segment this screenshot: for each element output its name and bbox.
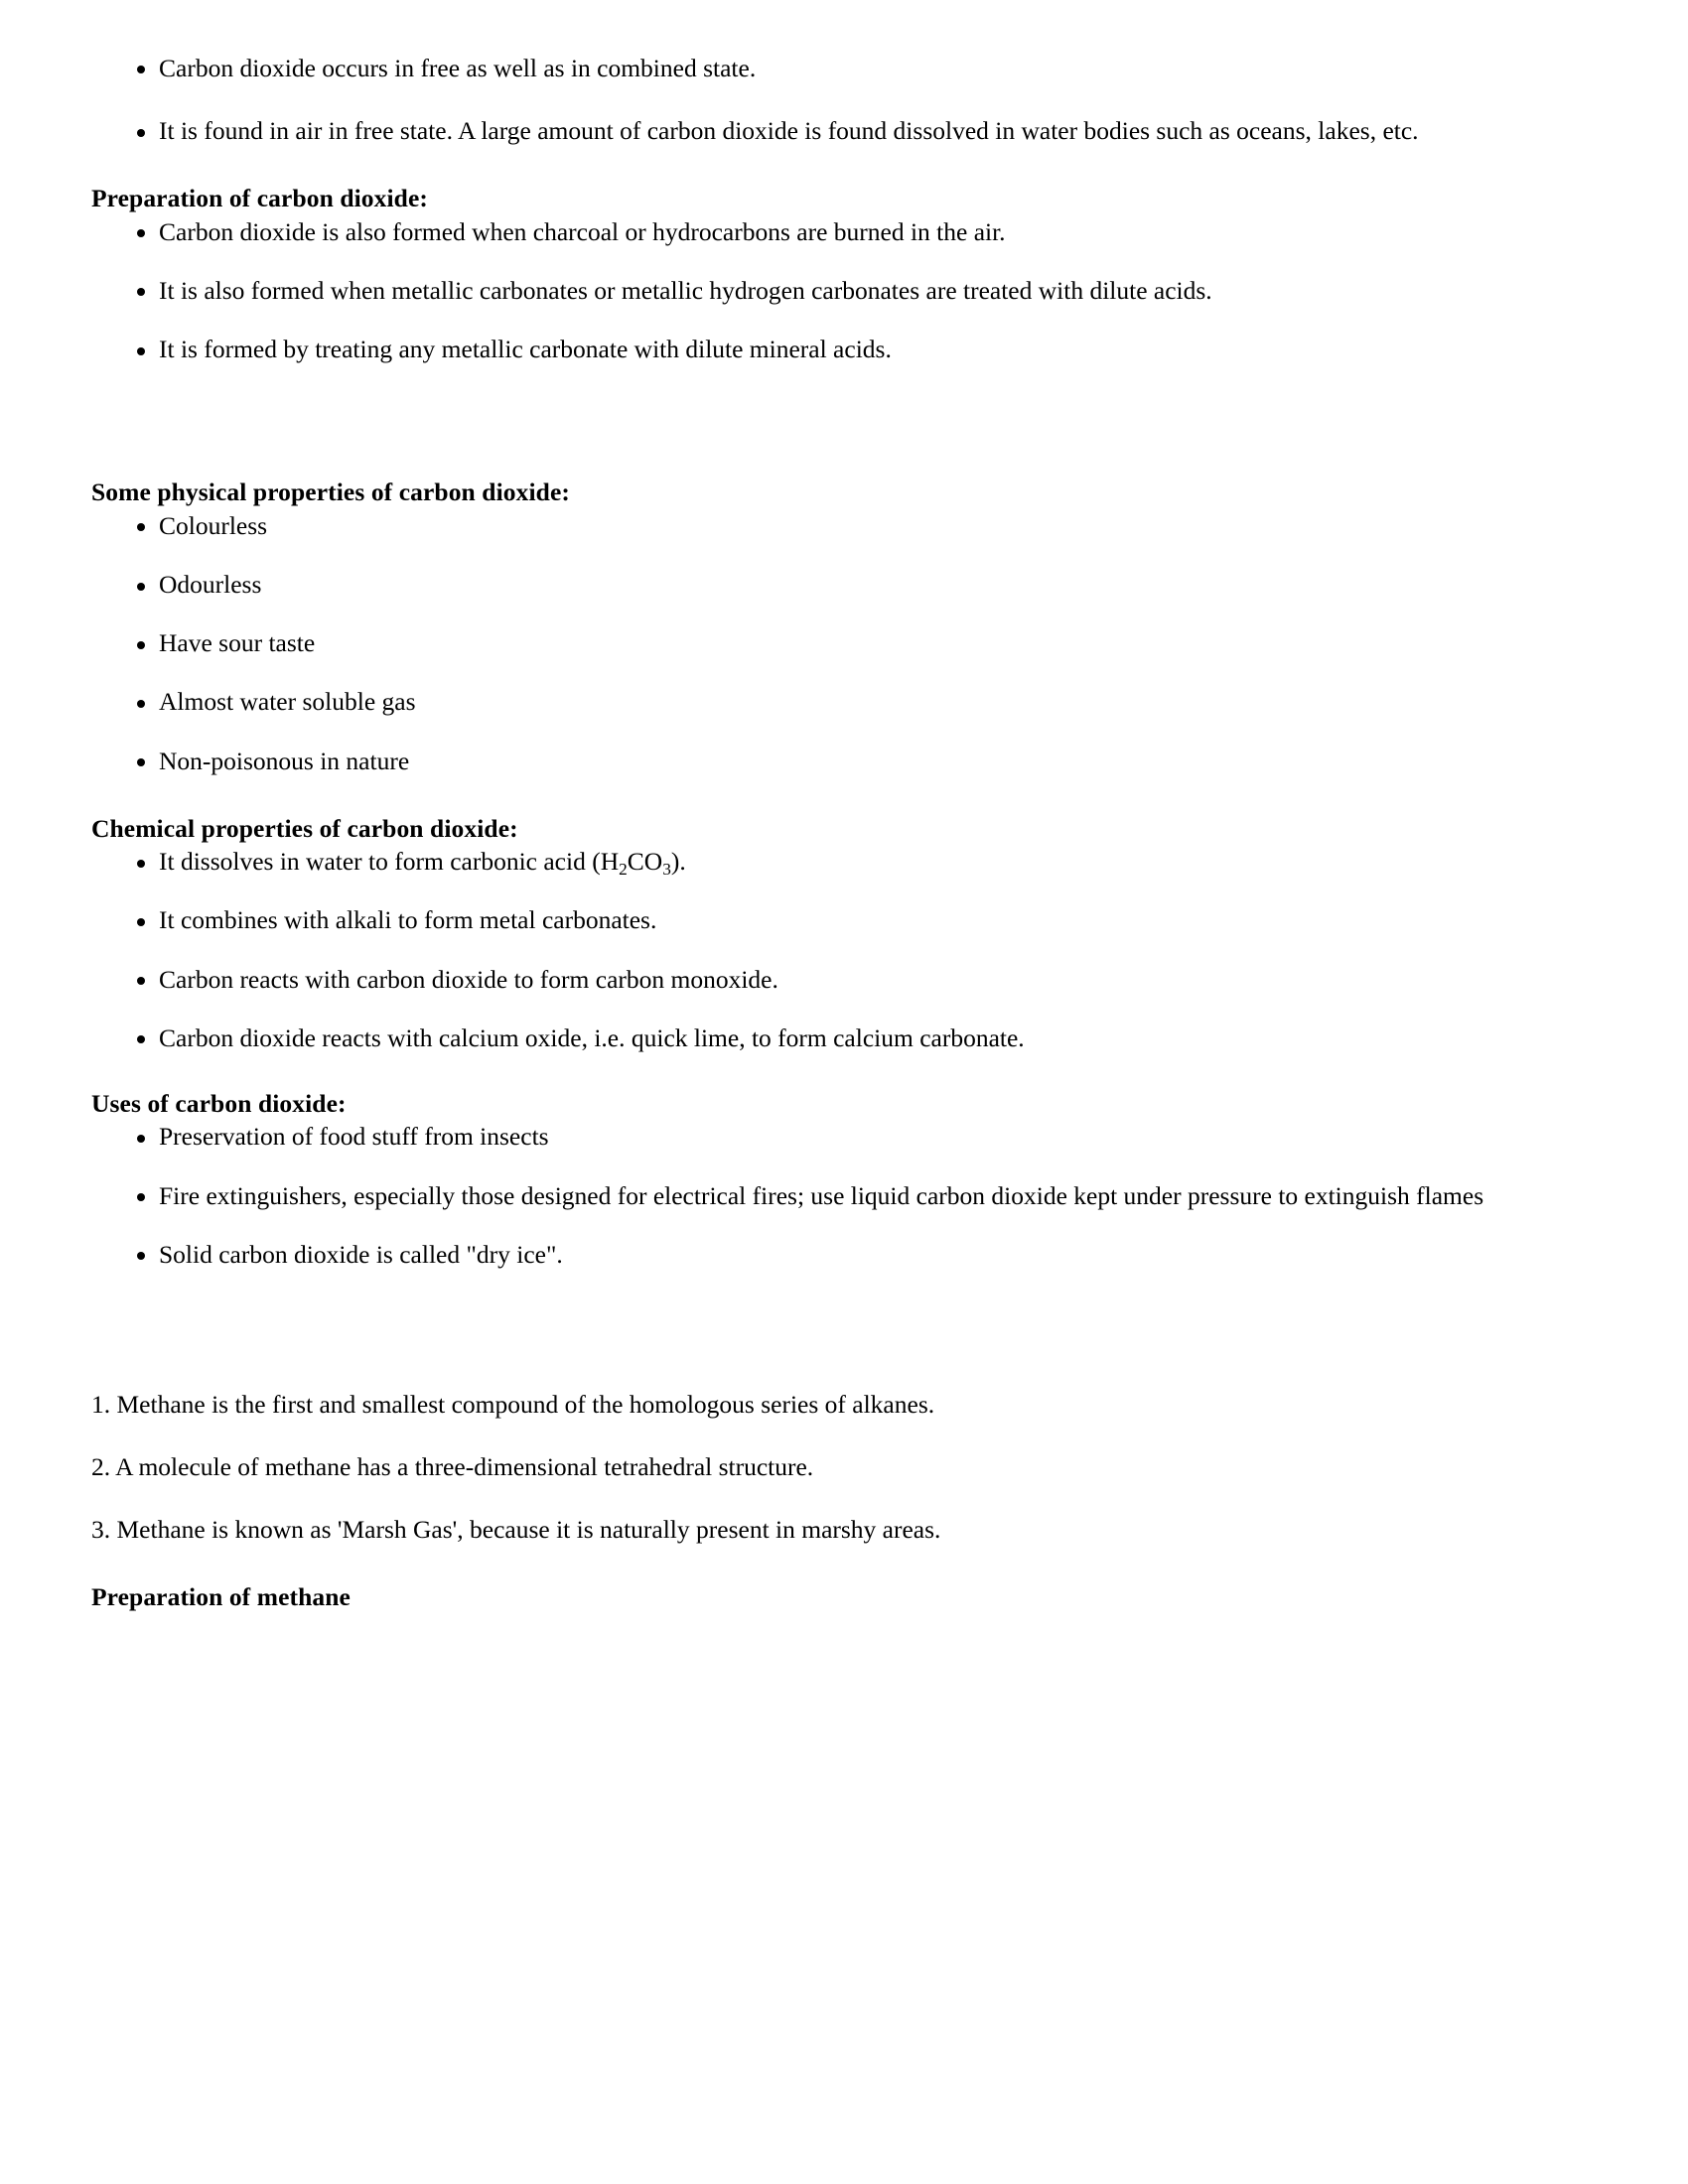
list-item-text: Preservation of food stuff from insects xyxy=(159,1122,549,1152)
document-body xyxy=(91,52,1601,1614)
bullet-dot-icon xyxy=(137,641,145,649)
list-item xyxy=(91,215,1601,248)
list-item xyxy=(91,568,1601,601)
bullet-dot-icon xyxy=(137,1135,145,1143)
section-heading-physical-properties: Some physical properties of carbon dioxide: xyxy=(91,478,570,507)
bullet-list-physical-properties xyxy=(91,509,1601,777)
list-item-text: Solid carbon dioxide is called "dry ice". xyxy=(159,1239,563,1269)
list-item-text: It is formed by treating any metallic carbonate with dilute mineral acids. xyxy=(159,335,892,364)
numbered-item-1: 1. Methane is the first and smallest compound of the homologous series of alkanes. xyxy=(91,1389,935,1419)
bullet-dot-icon xyxy=(137,1193,145,1201)
list-item-text: Almost water soluble gas xyxy=(159,687,416,717)
bullet-dot-icon xyxy=(137,229,145,237)
list-item-text: Carbon dioxide is also formed when charcoal or hydrocarbons are burned in the air. xyxy=(159,216,1006,246)
formula-suffix: ). xyxy=(670,847,686,877)
bullet-dot-icon xyxy=(137,523,145,531)
list-item-text: Non-poisonous in nature xyxy=(159,746,410,775)
methane-numbered-block xyxy=(91,1388,1601,1546)
numbered-item-3: 3. Methane is known as 'Marsh Gas', because it is naturally present in marshy areas. xyxy=(91,1515,941,1545)
list-item xyxy=(91,963,1601,996)
list-item-text: It combines with alkali to form metal carbonates. xyxy=(159,905,657,935)
list-item xyxy=(91,745,1601,777)
bullet-dot-icon xyxy=(137,977,145,985)
list-item-text-formula xyxy=(159,847,686,880)
section-heading-chemical-properties: Chemical properties of carbon dioxide: xyxy=(91,813,518,843)
list-item xyxy=(91,903,1601,936)
list-item-text: Fire extinguishers, especially those designed for electrical fires; use liquid carbon dioxide kept under pressure to extinguish flames xyxy=(159,1180,1484,1210)
list-item xyxy=(91,1120,1601,1153)
numbered-item-2: 2. A molecule of methane has a three-dimensional tetrahedral structure. xyxy=(91,1452,814,1482)
list-item xyxy=(91,1179,1601,1212)
list-item-text: Odourless xyxy=(159,570,262,600)
bullet-dot-icon xyxy=(137,583,145,591)
list-item-text: Have sour taste xyxy=(159,628,316,658)
list-item xyxy=(91,845,1601,878)
list-item xyxy=(91,333,1601,365)
list-item xyxy=(91,274,1601,307)
list-item xyxy=(91,685,1601,718)
formula-prefix: It dissolves in water to form carbonic acid (H xyxy=(159,847,620,877)
intro-bullet-list xyxy=(91,52,1601,147)
section-heading-preparation-methane: Preparation of methane xyxy=(91,1582,351,1612)
bullet-dot-icon xyxy=(137,700,145,708)
list-item-text: Colourless xyxy=(159,510,268,540)
bullet-dot-icon xyxy=(137,66,145,73)
bullet-dot-icon xyxy=(137,1035,145,1043)
list-item-text: Carbon dioxide reacts with calcium oxide, i.e. quick lime, to form calcium carbonate. xyxy=(159,1023,1025,1052)
formula-subscript-2: 2 xyxy=(619,860,628,880)
list-item xyxy=(91,626,1601,659)
bullet-dot-icon xyxy=(137,347,145,355)
bullet-dot-icon xyxy=(137,288,145,296)
bullet-dot-icon xyxy=(137,860,145,868)
list-item xyxy=(91,114,1601,147)
bullet-dot-icon xyxy=(137,129,145,137)
section-heading-uses: Uses of carbon dioxide: xyxy=(91,1088,347,1118)
list-item xyxy=(91,52,1601,84)
bullet-list-preparation-co2 xyxy=(91,215,1601,365)
list-item xyxy=(91,509,1601,542)
list-item-text: It is also formed when metallic carbonates or metallic hydrogen carbonates are treated with dilute acids. xyxy=(159,276,1212,306)
list-item xyxy=(91,1238,1601,1271)
bullet-dot-icon xyxy=(137,1252,145,1260)
bullet-list-chemical-properties xyxy=(91,845,1601,1054)
list-item xyxy=(91,1022,1601,1054)
bullet-list-uses xyxy=(91,1120,1601,1270)
formula-mid: CO xyxy=(627,847,663,877)
bullet-dot-icon xyxy=(137,918,145,926)
list-item-text: Carbon dioxide occurs in free as well as in combined state. xyxy=(159,54,757,82)
formula-subscript-3: 3 xyxy=(662,860,671,880)
section-heading-preparation-co2: Preparation of carbon dioxide: xyxy=(91,184,428,213)
bullet-dot-icon xyxy=(137,758,145,766)
list-item-text: Carbon reacts with carbon dioxide to form carbon monoxide. xyxy=(159,964,778,994)
list-item-text: It is found in air in free state. A large amount of carbon dioxide is found dissolved in water bodies such as oceans, lakes, etc. xyxy=(159,116,1419,146)
